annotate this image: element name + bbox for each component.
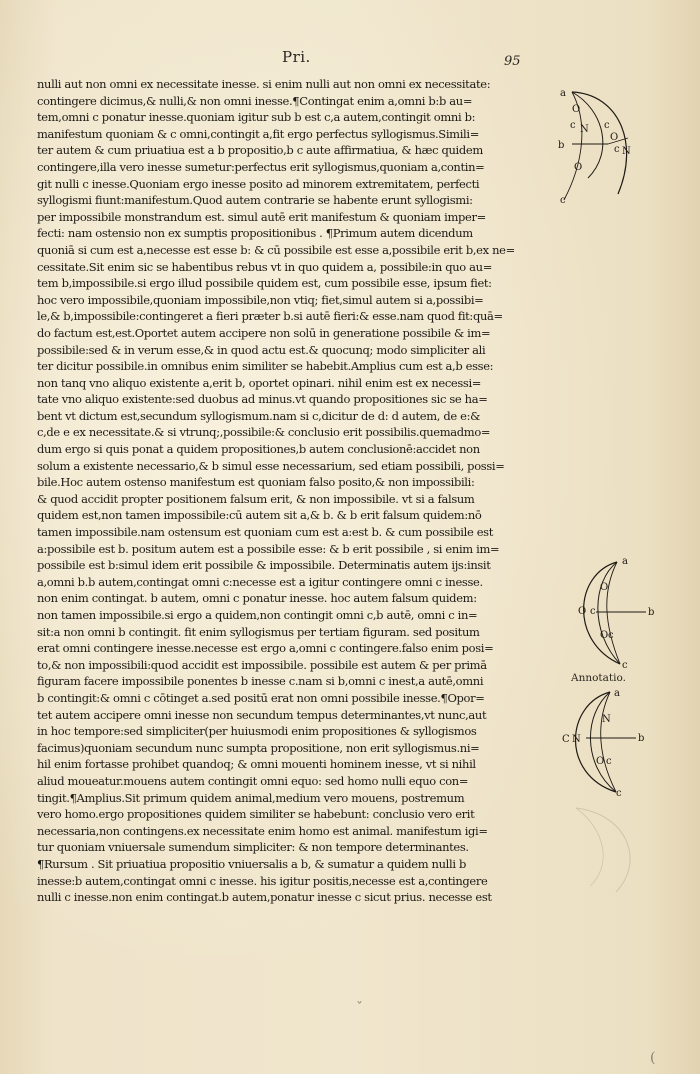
margin-mark: ˇ	[356, 1000, 363, 1016]
text-line: necessaria,non contingens.ex necessitate enim homo est animal. manifestum igi=	[37, 823, 488, 838]
diagram-bottom	[550, 686, 660, 801]
text-line: erat omni contingere inesse.necesse est ergo a,omni c contingere.falso enim posi=	[37, 641, 494, 656]
diagram-top	[548, 82, 658, 207]
text-line: contingere,illa vero inesse sumetur:perfectus erit syllogismus,quoniam a,contin=	[37, 159, 485, 174]
diagram-label: b	[558, 140, 565, 151]
text-line: per impossibile monstrandum est. simul autē erit manifestum & quoniam imper=	[37, 209, 486, 224]
text-line: facimus)quoniam secundum nunc sumpta propositione, non erit syllogismus.ni=	[37, 740, 480, 755]
diagram-label: N	[602, 714, 611, 725]
text-line: tingit.¶Amplius.Sit primum quidem animal,medium vero mouens, postremum	[37, 790, 465, 805]
text-line: c,de e ex necessitate.& si vtrunq;,possibile:& conclusio erit possibilis.quemadmo=	[37, 425, 491, 440]
diagram-label: C	[562, 734, 570, 745]
text-line: tamen impossibile.nam ostensum est quoniam cum est a:est b. & cum possibile est	[37, 525, 494, 540]
diagram-label: N	[622, 146, 631, 157]
text-line: tet autem accipere omni inesse non secundum tempus determinantes,vt nunc,aut	[37, 707, 487, 722]
text-line: dum ergo si quis ponat a quidem propositiones,b autem conclusionē:accidet non	[37, 442, 480, 457]
diagram-label: N	[580, 124, 589, 135]
bleed-through-diagram	[556, 800, 666, 900]
annotation-label: Annotatio.	[571, 672, 626, 684]
diagram-label: O	[572, 104, 581, 115]
diagram-label: a	[560, 88, 566, 99]
diagram-middle	[562, 552, 672, 670]
diagram-label: a	[614, 688, 620, 699]
text-line: non tamen impossibile.si ergo a quidem,non contingit omni c,b autē, omni c in=	[37, 608, 478, 622]
diagram-label: O	[596, 756, 605, 767]
text-line: tate vno aliquo existente:sed duobus ad minus.vt quando propositiones sic se ha=	[37, 392, 488, 407]
text-line: ¶Rursum . Sit priuatiua propositio vniuersalis a b, & sumatur a quidem nulli b	[37, 856, 466, 871]
text-line: nulli aut non omni ex necessitate inesse. si enim nulli aut non omni ex necessitate:	[37, 77, 491, 91]
diagram-top-svg	[548, 82, 658, 207]
text-line: a,omni b.b autem,contingat omni c:necesse est a igitur contingere omni c inesse.	[37, 574, 483, 589]
text-line: to,& non impossibili:quod accidit est impossibile. possibile est autem & per primā	[37, 657, 487, 672]
diagram-label: c	[604, 120, 610, 131]
diagram-label: O	[574, 162, 583, 173]
diagram-label: a	[622, 556, 628, 567]
margin-mark-bottom: (	[650, 1050, 656, 1066]
text-line: contingere dicimus,& nulli,& non omni inesse.¶Contingat enim a,omni b:b au=	[37, 93, 473, 108]
text-line: aliud moueatur.mouens autem contingit omni equo: sed homo nulli equo con=	[37, 773, 469, 788]
text-line: & quod accidit propter positionem falsum erit, & non impossibile. vt si a falsum	[37, 491, 475, 506]
bleed-through-svg	[556, 800, 666, 900]
text-line: ter autem & cum priuatiua est a b propositio,b c aute affirmatiua, & hæc quidem	[37, 143, 483, 158]
text-line: tem b,impossibile.si ergo illud possibile quidem est, cum possibile esse, ipsum fiet:	[37, 276, 492, 291]
diagram-label: c	[614, 144, 620, 155]
text-line: hoc vero impossibile,quoniam impossibile,non vtiq; fiet,simul autem si a,possibi=	[37, 292, 484, 307]
diagram-label: O	[600, 582, 609, 593]
diagram-label: b	[638, 733, 645, 744]
diagram-middle-svg	[562, 552, 672, 670]
diagram-label: O	[610, 132, 619, 143]
text-line: quoniā si cum est a,necesse est esse b: & cū possibile est esse a,possibile erit b,ex ne=	[37, 242, 515, 257]
text-line: a:possibile est b. positum autem est a possibile esse: & b erit possibile , si enim im=	[37, 541, 500, 556]
diagram-label: O	[578, 606, 587, 617]
folio-number: 95	[504, 54, 521, 69]
text-line: in hoc tempore:sed simpliciter(per huiusmodi enim propositiones & syllogismos	[37, 724, 477, 739]
diagram-label: c	[608, 630, 614, 641]
text-line: possibile est b:simul idem erit possibile & impossibile. Determinatis autem ijs:insit	[37, 558, 491, 573]
text-line: bent vt dictum est,secundum syllogismum.nam si c,dicitur de d: d autem, de e:&	[37, 408, 481, 423]
text-line: fecti: nam ostensio non ex sumptis propositionibus . ¶Primum autem dicendum	[37, 226, 473, 241]
text-line: non tanq vno aliquo existente a,erit b, oportet opinari. nihil enim est ex necessi=	[37, 375, 482, 390]
text-line: sit:a non omni b contingit. fit enim syllogismus per tertiam figuram. sed positum	[37, 624, 480, 639]
diagram-label: b	[648, 607, 655, 618]
text-line: inesse:b autem,contingat omni c inesse. his igitur positis,necesse est a,contingere	[37, 873, 488, 888]
diagram-label: c	[622, 660, 628, 670]
text-line: manifestum quoniam & c omni,contingit a,fit ergo perfectus syllogismus.Simili=	[37, 126, 479, 141]
text-line: figuram facere impossibile ponentes b inesse c.nam si b,omni c inest,a autē,omni	[37, 674, 484, 689]
text-line: cessitate.Sit enim sic se habentibus rebus vt in quo quidem a, possibile:in quo au=	[37, 259, 493, 274]
diagram-label: O	[600, 630, 609, 641]
running-head	[0, 48, 700, 72]
diagram-label: c	[606, 756, 612, 767]
body-text	[37, 76, 530, 906]
diagram-bottom-svg	[550, 686, 660, 801]
diagram-label: c	[570, 120, 576, 131]
text-line: possibile:sed & in verum esse,& in quod actu est.& quocunq; modo simpliciter ali	[37, 342, 486, 357]
text-line: syllogismi fiunt:manifestum.Quod autem contrarie se habente erunt syllogismi:	[37, 193, 473, 208]
text-line: tem,omni c ponatur inesse.quoniam igitur sub b est c,a autem,contingit omni b:	[37, 110, 476, 125]
text-line: non enim contingat. b autem, omni c ponatur inesse. hoc autem falsum quidem:	[37, 591, 477, 606]
running-title: Pri.	[282, 48, 311, 66]
diagram-label: N	[572, 734, 581, 745]
diagram-label: c	[590, 606, 596, 617]
diagram-label: c	[616, 788, 622, 799]
text-line: vero homo.ergo propositiones quidem similiter se habebunt: conclusio vero erit	[37, 807, 475, 822]
text-line: bile.Hoc autem ostenso manifestum est quoniam falso posito,& non impossibili:	[37, 475, 475, 490]
text-line: git nulli c inesse.Quoniam ergo inesse posito ad minorem extremitatem, perfecti	[37, 176, 480, 191]
text-line: b contingit:& omni c cōtinget a.sed positū erat non omni possibile inesse.¶Opor=	[37, 690, 485, 705]
text-line: nulli c inesse.non enim contingat.b autem,ponatur inesse c sicut prius. necesse est	[37, 890, 492, 905]
text-line: le,& b,impossibile:contingeret a fieri præter b.si autē fieri:& esse.nam quod fit:quā=	[37, 309, 503, 324]
text-line: hil enim fortasse prohibet quandoq; & omni mouenti hominem inesse, vt si nihil	[37, 757, 476, 772]
text-line: quidem est,non tamen impossibile:cū autem sit a,& b. & b erit falsum quidem:nō	[37, 508, 482, 523]
text-line: ter dicitur possibile.in omnibus enim similiter se habebit.Amplius cum est a,b esse:	[37, 359, 494, 374]
diagram-label: c	[560, 195, 566, 206]
text-line: do factum est,est.Oportet autem accipere non solū in generatione possibile & im=	[37, 325, 491, 340]
text-line: tur quoniam vniuersale sumendum simpliciter: & non tempore determinantes.	[37, 840, 469, 855]
text-line: solum a existente necessario,& b simul esse necessarium, sed etiam possibili, possi=	[37, 458, 505, 473]
